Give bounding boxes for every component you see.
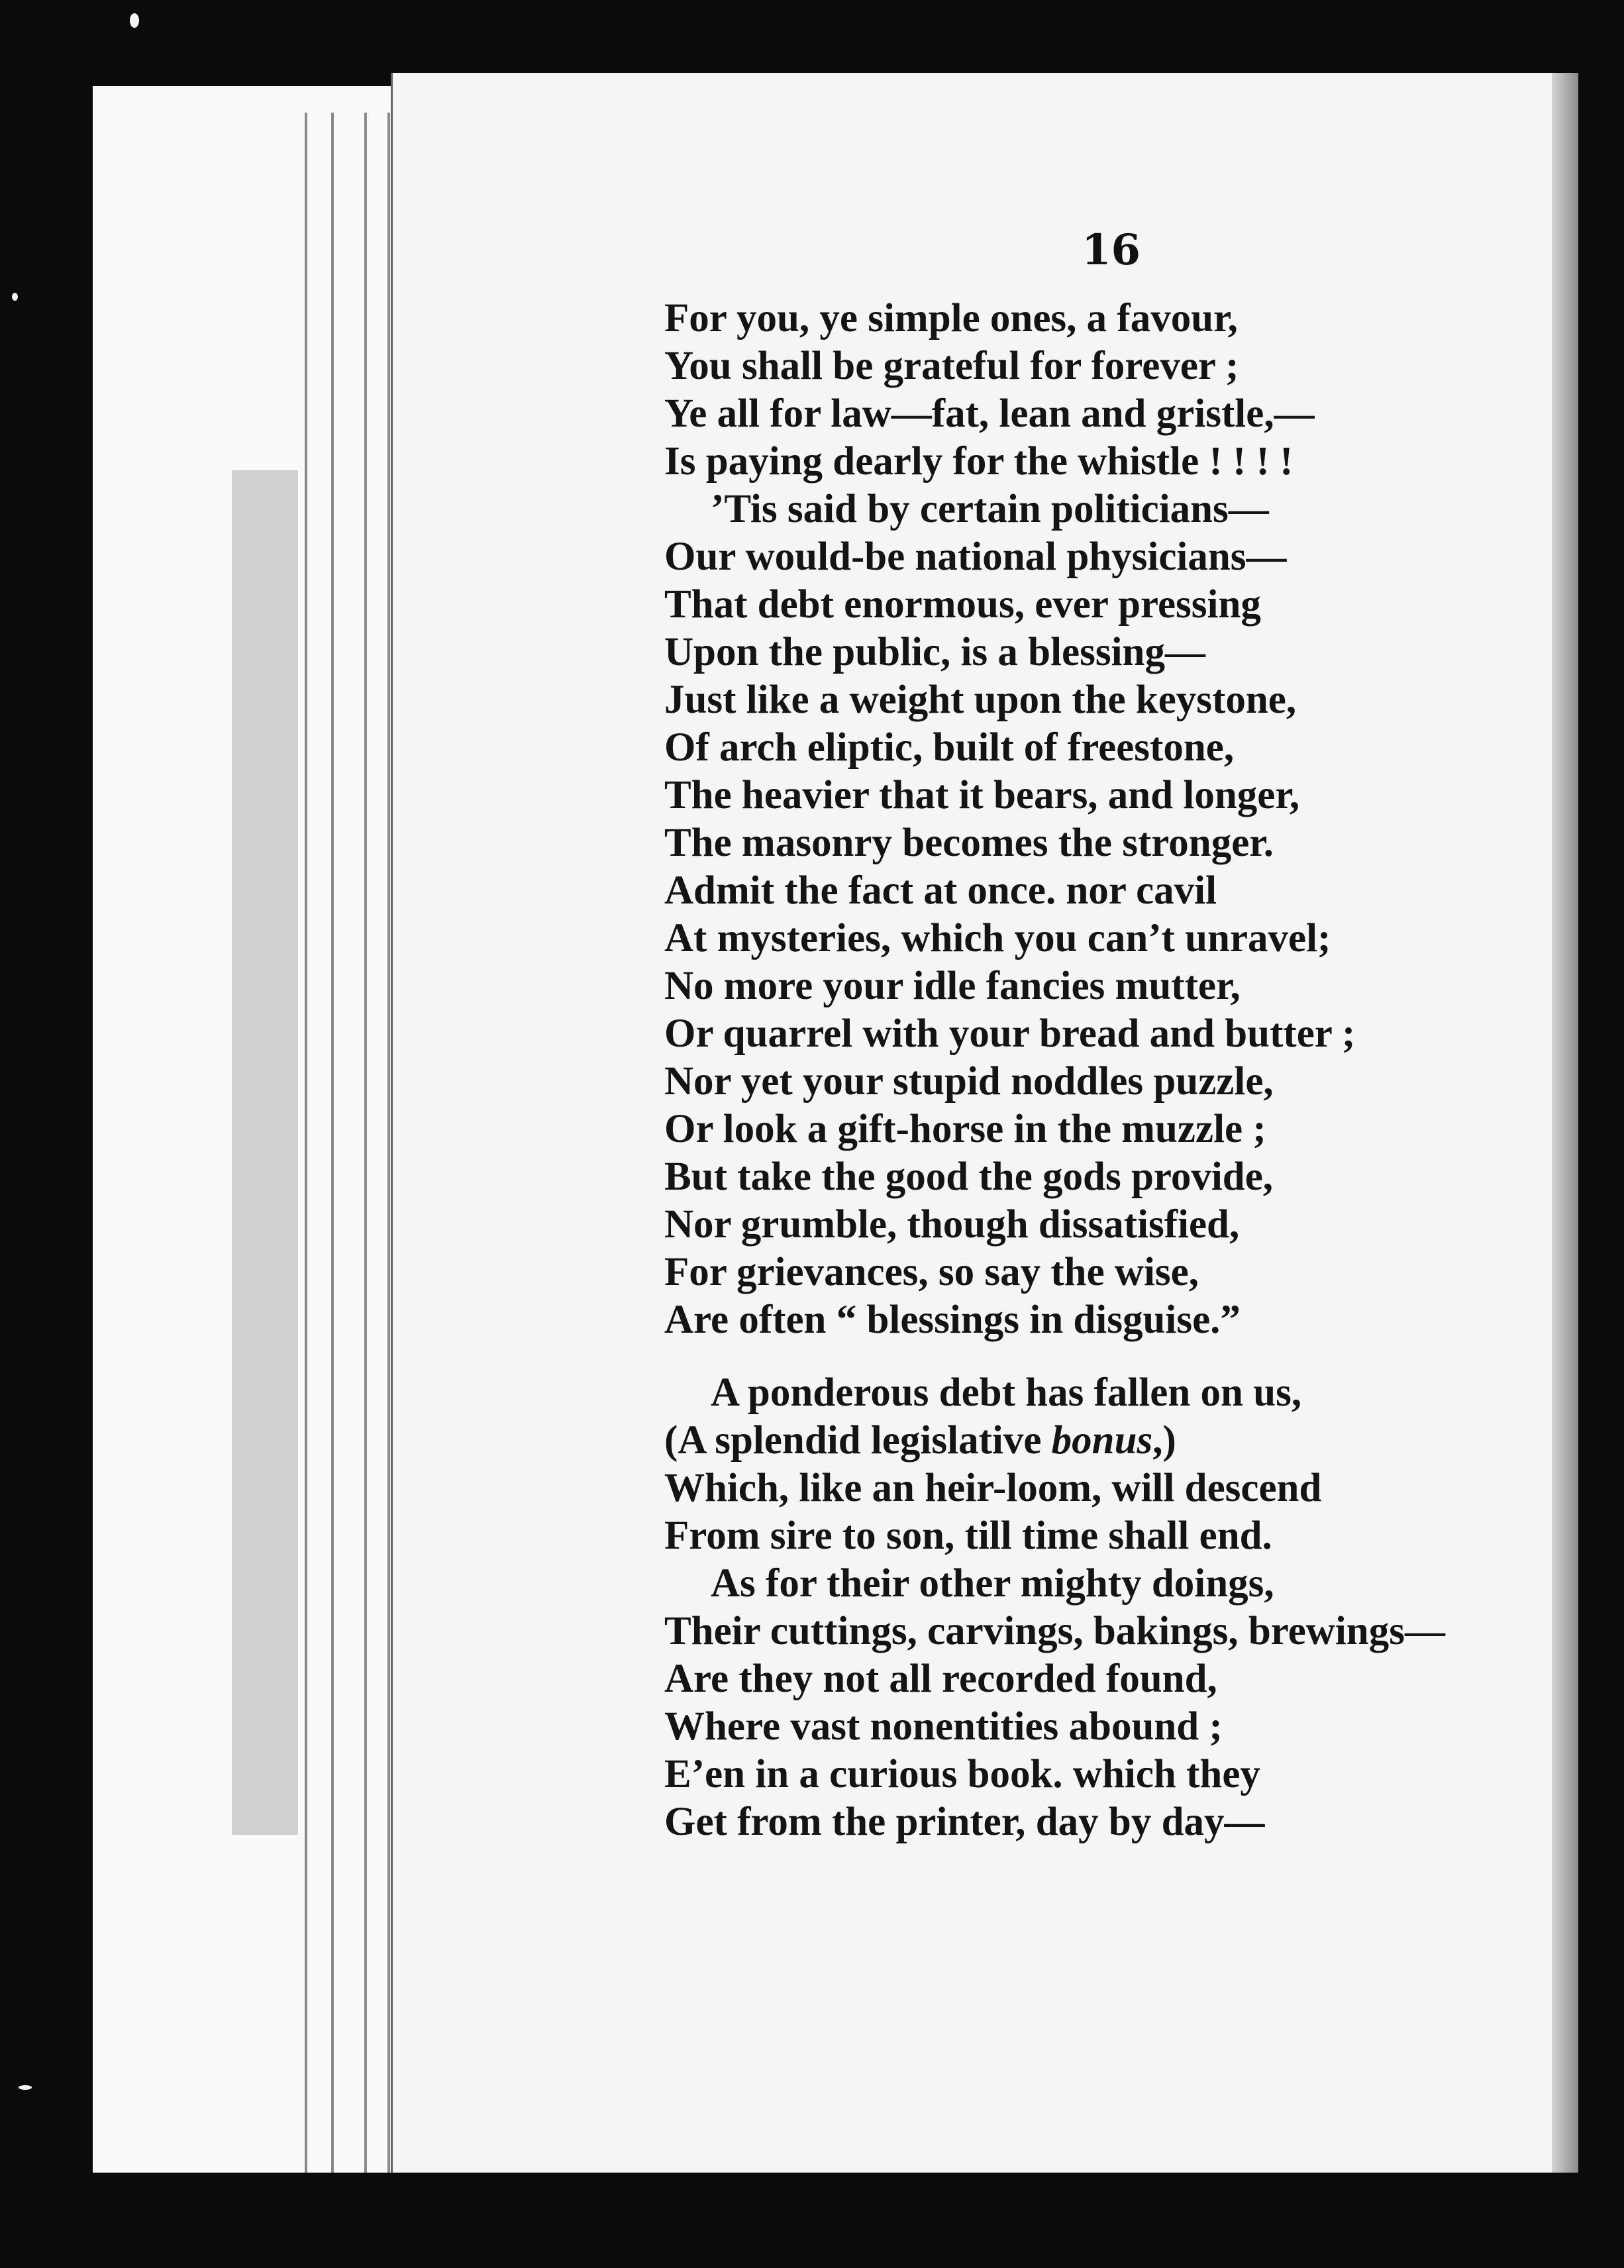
poem-line-text: ,) (1152, 1418, 1176, 1463)
poem-line: Are they not all recorded found, (664, 1657, 1217, 1701)
page-edge-line (364, 113, 367, 2173)
page-edge-line (305, 113, 307, 2173)
poem-line: Is paying dearly for the whistle ! ! ! ! (664, 439, 1294, 484)
poem-line-italic-word: bonus (1051, 1418, 1153, 1463)
poem-line: Admit the fact at once. nor cavil (664, 868, 1217, 913)
poem-line: For you, ye simple ones, a favour, (664, 296, 1238, 340)
poem-line: Get from the printer, day by day— (664, 1800, 1265, 1844)
poem-line: Nor grumble, though dissatisfied, (664, 1202, 1240, 1247)
poem-line: Of arch eliptic, built of freestone, (664, 725, 1235, 770)
poem-line: Upon the public, is a blessing— (664, 630, 1205, 674)
poem-line-text: (A splendid legislative (664, 1418, 1052, 1463)
page-number: 16 (1082, 225, 1141, 275)
poem-line: Where vast nonentities abound ; (664, 1704, 1223, 1749)
poem-line: That debt enormous, ever pressing (664, 582, 1261, 627)
poem-line: For grievances, so say the wise, (664, 1250, 1199, 1294)
poem-line: From sire to son, till time shall end. (664, 1514, 1272, 1558)
poem-line: Their cuttings, carvings, bakings, brewings— (664, 1609, 1445, 1653)
poem-line: The heavier that it bears, and longer, (664, 773, 1300, 817)
stacked-page-edges (93, 86, 397, 2173)
poem-line: No more your idle fancies mutter, (664, 964, 1241, 1008)
poem-line: But take the good the gods provide, (664, 1155, 1274, 1199)
poem-line: You shall be grateful for forever ; (664, 344, 1239, 388)
poem-line: ’Tis said by certain politicians— (711, 487, 1269, 531)
page-shadow-band (232, 470, 298, 1835)
poem-line: As for their other mighty doings, (711, 1561, 1274, 1606)
poem-line: Ye all for law—fat, lean and gristle,— (664, 391, 1315, 436)
poem-line: Our would-be national physicians— (664, 535, 1287, 579)
poem-line: Are often “ blessings in disguise.” (664, 1298, 1241, 1342)
poem-line: Or look a gift-horse in the muzzle ; (664, 1107, 1266, 1151)
poem-line (664, 1417, 1525, 1465)
scan-speck (19, 2085, 32, 2090)
poem-line: Just like a weight upon the keystone, (664, 678, 1297, 722)
poem-text (664, 295, 1525, 1846)
page-binding-shadow (1552, 73, 1578, 2173)
scan-speck (130, 13, 139, 28)
page-edge-line (331, 113, 334, 2173)
poem-line: The masonry becomes the stronger. (664, 821, 1274, 865)
poem-line: At mysteries, which you can’t unravel; (664, 916, 1331, 960)
scan-speck (12, 293, 18, 301)
poem-line: Which, like an heir-loom, will descend (664, 1466, 1322, 1510)
poem-line: A ponderous debt has fallen on us, (711, 1370, 1302, 1415)
poem-line: Nor yet your stupid noddles puzzle, (664, 1059, 1274, 1104)
poem-line: Or quarrel with your bread and butter ; (664, 1011, 1356, 1056)
page-edge-line (387, 113, 390, 2173)
book-page (391, 73, 1578, 2173)
poem-line: E’en in a curious book. which they (664, 1752, 1260, 1796)
